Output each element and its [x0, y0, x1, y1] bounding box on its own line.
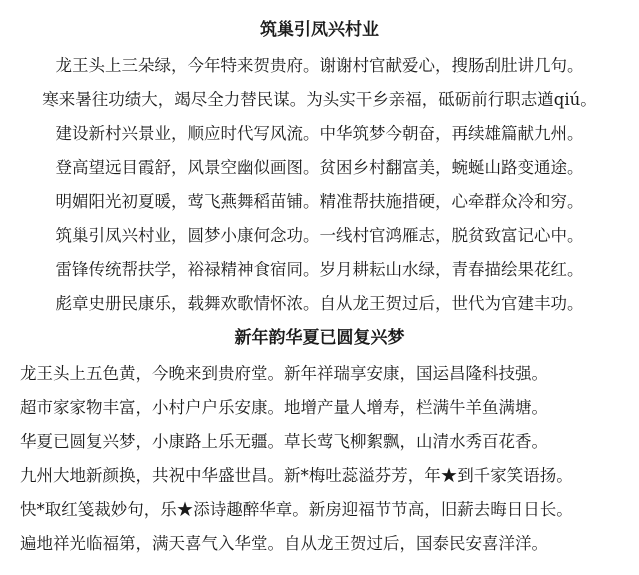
- poem1-line-4: 登高望远目霞舒，风景空幽似画图。贫困乡村翻富美，蜿蜒山路变通途。: [55, 158, 584, 177]
- poem1-line-5: 明媚阳光初夏暖，莺飞燕舞稻苗铺。精准帮扶施措硬，心牵群众冷和穷。: [55, 192, 584, 211]
- poem1-title: 筑巢引凤兴村业: [260, 20, 379, 40]
- poem2-line-2: 超市家家物丰富，小村户户乐安康。地增产量人增寿，栏满牛羊鱼满塘。: [20, 398, 548, 417]
- poem1-line-3: 建设新村兴景业，顺应时代写风流。中华筑梦今朝奋，再续雄篇献九州。: [55, 124, 584, 143]
- poem1-line-8: 彪章史册民康乐，载舞欢歌情怀浓。自从龙王贺过后，世代为官建丰功。: [55, 294, 584, 313]
- poem2-line-6: 遍地祥光临福第，满天喜气入华堂。自从龙王贺过后，国泰民安喜洋洋。: [20, 534, 548, 553]
- poem2-line-4: 九州大地新颜换，共祝中华盛世昌。新*梅吐蕊溢芬芳，年★到千家笑语扬。: [20, 466, 573, 485]
- poem2-line-1: 龙王头上五色黄，今晚来到贵府堂。新年祥瑞享安康，国运昌隆科技强。: [20, 364, 548, 383]
- poem2-line-3: 华夏已圆复兴梦，小康路上乐无疆。草长莺飞柳絮飘，山清水秀百花香。: [20, 432, 548, 451]
- poem1-line-6: 筑巢引凤兴村业，圆梦小康何念功。一线村官鸿雁志，脱贫致富记心中。: [55, 226, 584, 245]
- poem2-line-5: 快*取红笺裁妙句，乐★添诗趣醉华章。新房迎福节节高，旧薪去晦日日长。: [20, 500, 573, 519]
- poem1-line-7: 雷锋传统帮扶学，裕禄精神食宿同。岁月耕耘山水绿，青春描绘果花红。: [55, 260, 584, 279]
- poem1-line-2: 寒来暑往功绩大，竭尽全力替民谋。为头实干乡亲福，砥砺前行职志遒qiú。: [42, 90, 597, 109]
- poem1-line-1: 龙王头上三朵绿，今年特来贺贵府。谢谢村官献爱心，搜肠刮肚讲几句。: [55, 56, 584, 75]
- poem2-title: 新年韵华夏已圆复兴梦: [234, 328, 405, 348]
